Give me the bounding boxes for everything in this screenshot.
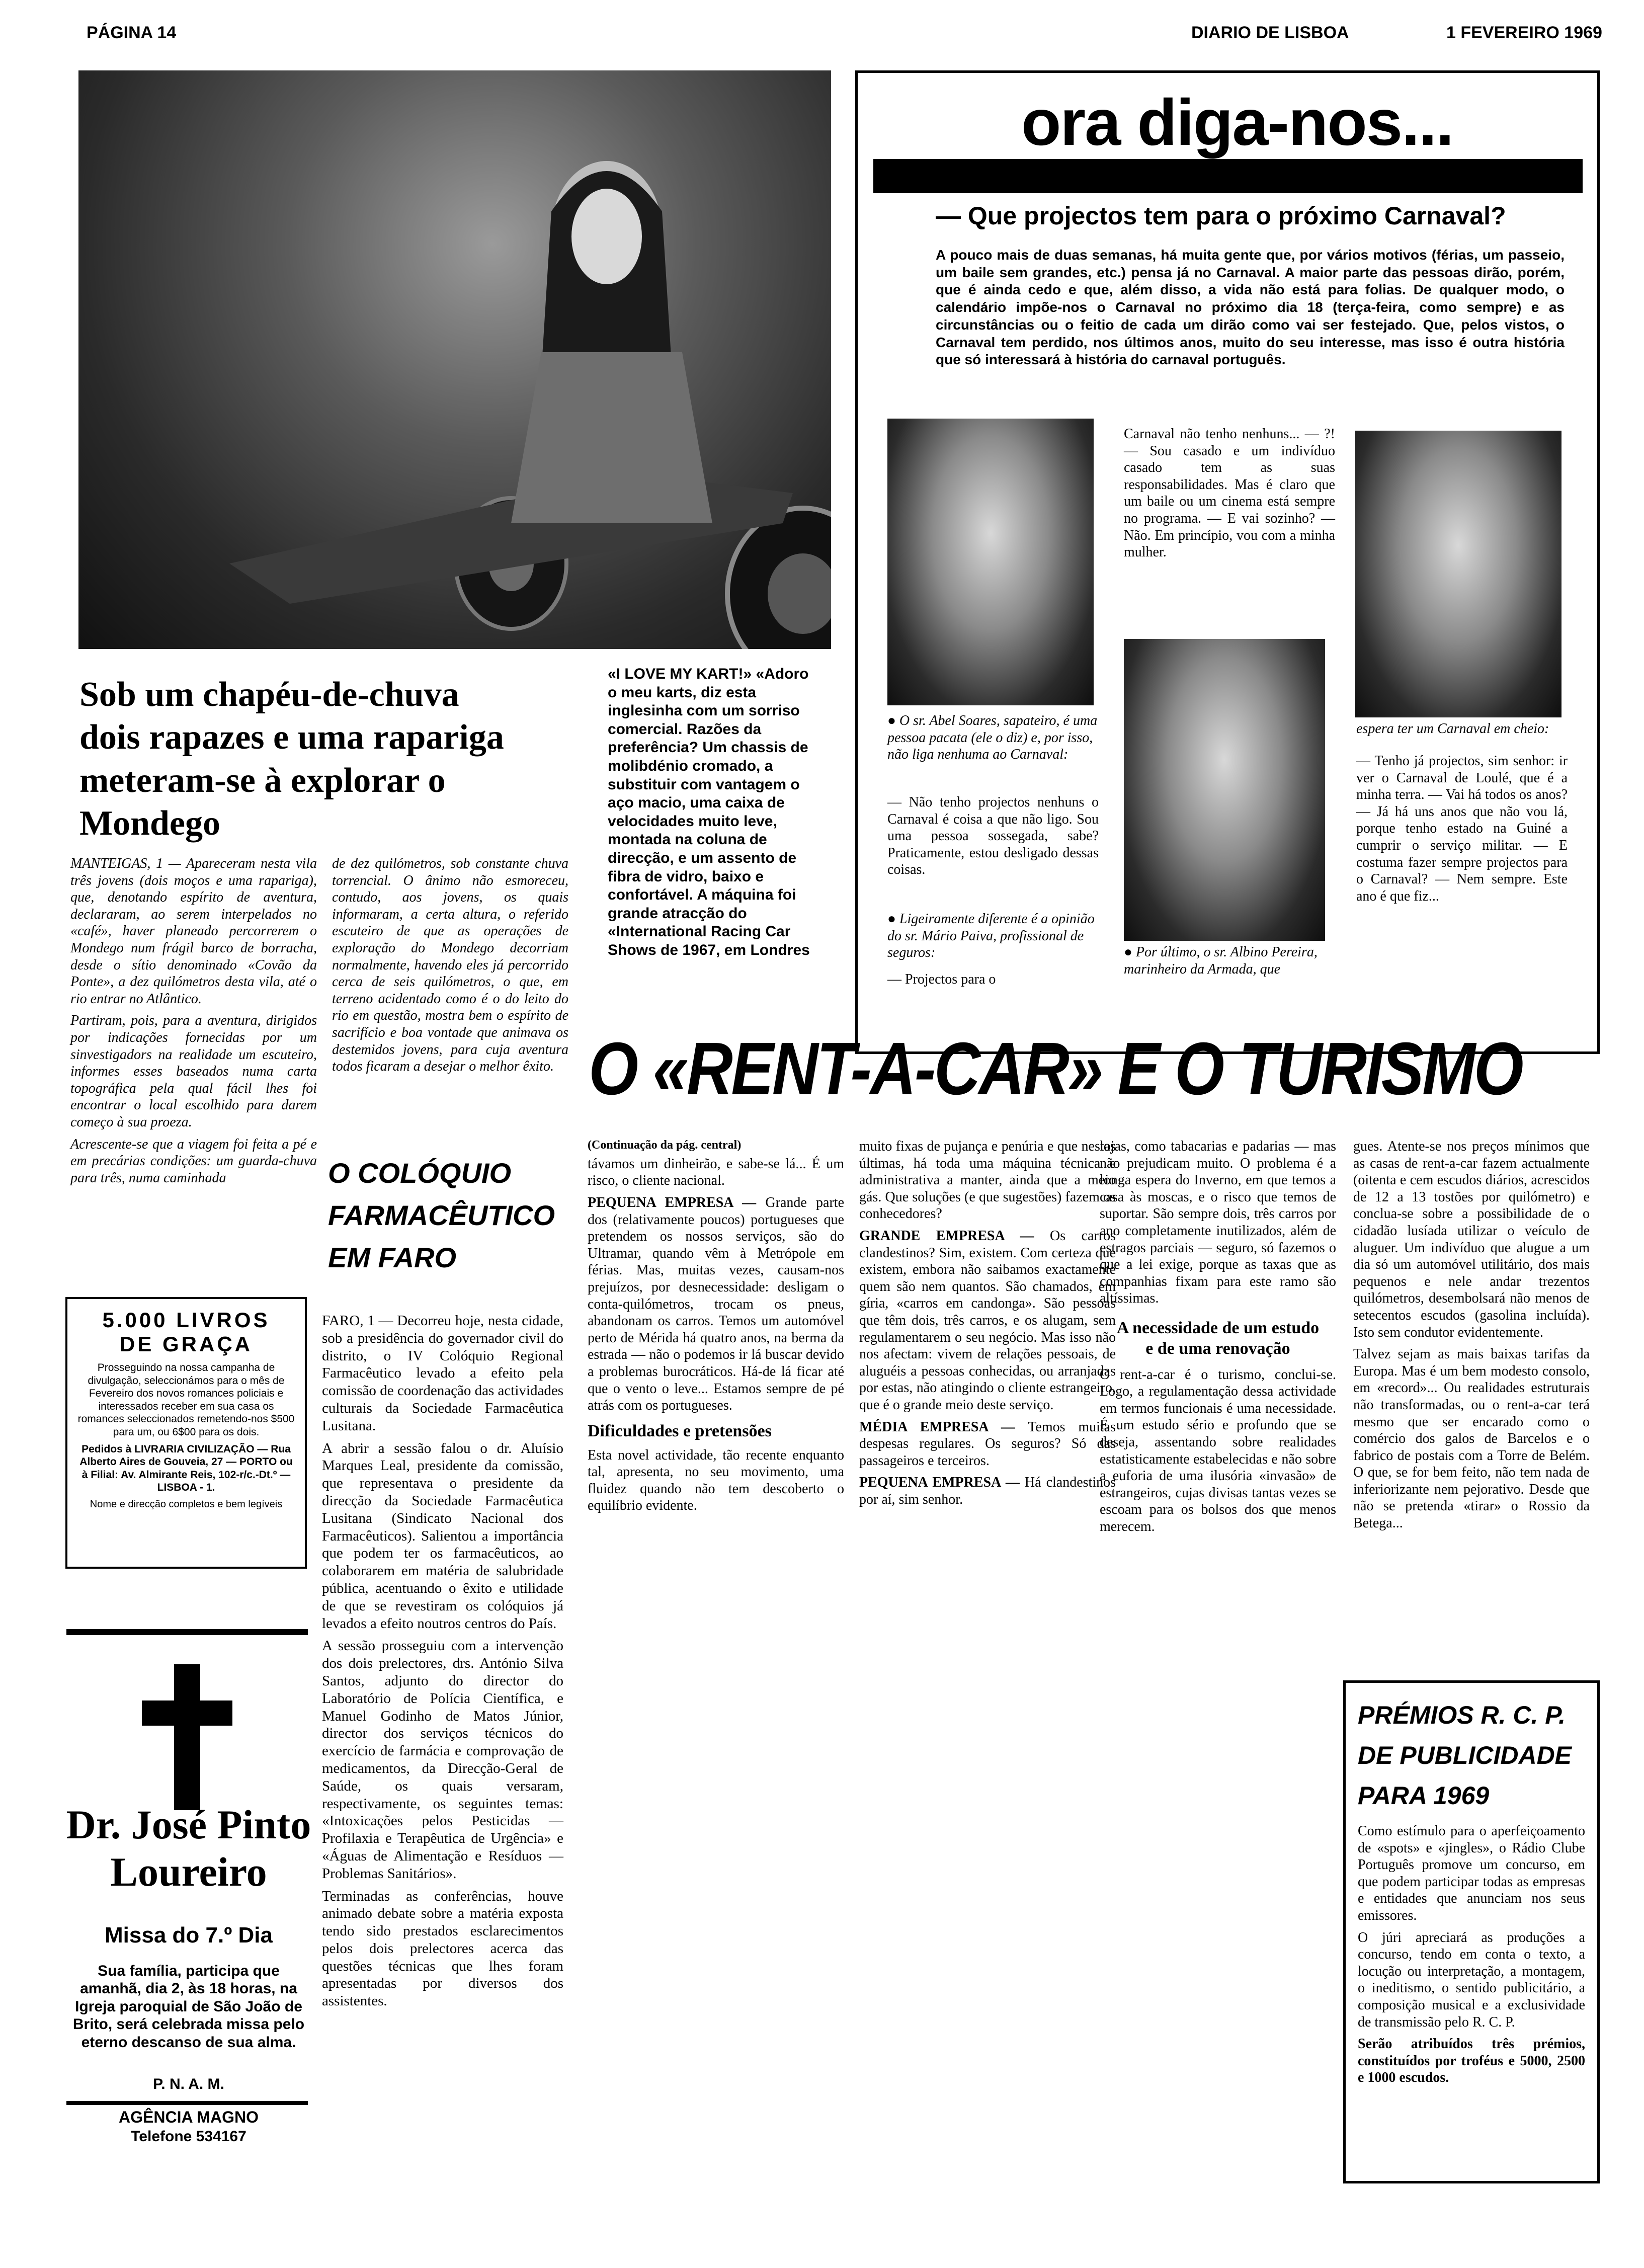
kart-headline-line-3: meteram-se à explorar o Mondego — [79, 761, 446, 843]
kart-photo-caption: «I LOVE MY KART!» «Adoro o meu karts, diz esta inglesinha com um sorriso comercial. Razões da preferência? Um chassis de molibdénio cromado, a substituir com vantagem o aço macio, uma caixa de velocidades muito leve, montada na coluna de direcção, e um assento de fibra de vidro, baixo e confortável. A máquina foi grande atracção do «International Racing Car Shows de 1967, em Londres — [608, 666, 810, 958]
kart-story-column-1 — [70, 855, 317, 1191]
obituary-initials: P. N. A. M. — [153, 2076, 224, 2092]
albino-pereira-caption-continued: espera ter um Carnaval em cheio: — [1356, 721, 1549, 737]
bullet-icon: ● — [1124, 944, 1136, 960]
kart-story-column-2 — [332, 855, 568, 1080]
ora-diga-nos-question: — Que projectos tem para o próximo Carnaval? — [936, 202, 1506, 230]
rent-a-car-section-heading: A necessidade de um estudo e de uma renovação — [1116, 1318, 1320, 1358]
rent-a-car-subhead: MÉDIA EMPRESA — — [859, 1419, 1015, 1435]
premios-headline-line-1: PRÉMIOS R. C. P. — [1358, 1701, 1566, 1729]
mario-paiva-caption-text: Ligeiramente diferente é a opinião do sr. Mário Paiva, profissional de seguros: — [887, 911, 1095, 961]
rent-a-car-paragraph: Temos muitas despesas regulares. Os seguros? Só das passageiros e terceiros. — [859, 1419, 1116, 1469]
premios-paragraph: O júri apreciará as produções a concurso, tendo em conta o texto, a locução ou interpretação, a montagem, o ineditismo, o sentido publicitário, a composição musical e a exclusividade de transmissão pelo R. C. P. — [1358, 1929, 1585, 2030]
kart-story-paragraph: Partiram, pois, para a aventura, dirigidos por indicações fornecidas por um sinvestigadors na realidade um escuteiro, informes esses baseados numa carta topográfica pela qual fácil lhes foi encontrar o local escolhido para darem começo à sua proeza. — [70, 1013, 317, 1130]
mario-paiva-caption — [887, 911, 1099, 961]
rent-a-car-paragraph: O rent-a-car é o turismo, conclui-se. Logo, a regulamentação dessa actividade em termos funcionais é uma necessidade. É um estudo sério e profundo que se deseja, assentando sobre realidades estatisticamente estabelecidas e não sobre a euforia de uma ilusória «invasão» de estrangeiros, cujas divisas tantas vezes se escoam para os bolsos dos que menos merecem. — [1100, 1366, 1336, 1534]
premios-headline-line-2: DE PUBLICIDADE — [1358, 1741, 1572, 1769]
rent-a-car-column-2 — [859, 1138, 1116, 1508]
coloquio-paragraph: A sessão prosseguiu com a intervenção dos dois prelectores, drs. António Silva Santos, adjunto do director do Laboratório de Polícia Científica, e Manuel Godinho de Matos Júnior, director dos serviços técnicos do exercício de farmácia e comprovação de medicamentos, da Direcção-Geral de Saúde, os quais versaram, respectivamente, os seguintes temas: «Intoxicações pelos Pesticidas — Profilaxia e Terapêutica de Urgência» e «Águas de Alimentação e Resíduos — Problemas Sanitários». — [322, 1638, 563, 1882]
coloquio-paragraph: Terminadas as conferências, houve animado debate sobre a matéria exposta tendo sido prestados esclarecimentos pelos dois prelectores acerca das questões técnicas que lhes foram apresentadas por diversos dos assistentes. — [322, 1888, 563, 2009]
abel-soares-answer: — Não tenho projectos nenhuns o Carnaval é coisa a que não ligo. Sou uma pessoa sossegada, sabe? Praticamente, estou desligado dessas coisas. — [887, 794, 1099, 878]
albino-pereira-caption-text: Por último, o sr. Albino Pereira, marinheiro da Armada, que — [1124, 944, 1318, 977]
obituary-top-rule — [66, 1629, 308, 1635]
books-ad-text: Prosseguindo na nossa campanha de divulgação, seleccionámos para o mês de Fevereiro dos novos romances policiais e interessados receber em sua casa os romances seleccionados remetendo-nos $500 para um, ou 6$00 para os dois. — [77, 1362, 295, 1438]
coloquio-paragraph: FARO, 1 — Decorreu hoje, nesta cidade, sob a presidência do governador civil do distrito, o IV Colóquio Regional Farmacêutico levado a efeito pela comissão de coordenação das actividades culturais da Sociedade Farmacêutica Lusitana. — [322, 1313, 563, 1434]
kart-headline-line-1: Sob um chapéu-de-chuva — [79, 675, 459, 714]
coloquio-headline-line-2: FARMACÊUTICO — [328, 1199, 555, 1231]
obituary-name-line-1: Dr. José Pinto — [66, 1802, 311, 1847]
continuation-note: (Continuação da pág. central) — [588, 1139, 742, 1152]
rent-a-car-subhead: GRANDE EMPRESA — — [859, 1228, 1034, 1244]
coloquio-headline-line-3: EM FARO — [328, 1242, 457, 1273]
issue-date: 1 FEVEREIRO 1969 — [1446, 23, 1602, 42]
books-ad-address: Pedidos à LIVRARIA CIVILIZAÇÃO — Rua Alberto Aires de Gouveia, 27 — PORTO ou à Filial: Av. Almirante Reis, 102-r/c.-Dt.º — LISBOA - 1. — [79, 1443, 293, 1494]
kart-story-paragraph: de dez quilómetros, sob constante chuva torrencial. O ânimo não esmoreceu, contudo, aos jovens, os quais informaram, a certa altura, o referido escuteiro de que as operações de exploração do Mondego decorriam normalmente, havendo eles já percorrido cerca de seis quilómetros, o que, em terreno acidentado como é o do leito do rio em questão, mostra bem o espírito de sacrifício e boa vontade que animava os destemidos jovens, para cuja aventura todos ficaram a desejar o melhor êxito. — [332, 856, 568, 1075]
albino-pereira-photo — [1355, 431, 1561, 717]
rent-a-car-paragraph: Há clandestinos por aí, sim senhor. — [859, 1475, 1116, 1507]
kart-story-paragraph: MANTEIGAS, 1 — Apareceram nesta vila três jovens (dois moços e uma rapariga), que, denotando espírito de aventura, declararam, ao serem interpelados no «café», haver planeado percorrerem o Mondego num frágil barco de borracha, desde o sítio denominado «Covão da Ponte», a dez quilómetros desta vila, até o rio entrar no Atlântico. — [70, 856, 317, 1007]
cross-icon — [142, 1664, 232, 1810]
page-number: PÁGINA 14 — [87, 23, 177, 42]
premios-paragraph: Serão atribuídos três prémios, constituídos por troféus e 5000, 2500 e 1000 escudos. — [1358, 2036, 1585, 2086]
ora-diga-nos-intro: A pouco mais de duas semanas, há muita gente que, por vários motivos (férias, um passeio, um baile sem grandes, etc.) pensa já no Carnaval. A maior parte das pessoas dirão, porém, que é ainda cedo e que, além disso, a vida não está para folias. De qualquer modo, o calendário impõe-nos o Carnaval no próximo dia 18 (terça-feira, como sempre) e as circunstâncias ou o feitio de cada um dirão como vai ser festejado. Que, pelos vistos, o Carnaval tem perdido, nos últimos anos, muito do seu interesse, mas isso é outra história que só interessará à história do carnaval português. — [936, 247, 1565, 368]
mario-paiva-photo — [1124, 639, 1325, 941]
books-ad-title: 5.000 LIVROS — [102, 1308, 270, 1332]
rent-a-car-subhead: PEQUENA EMPRESA — — [859, 1475, 1020, 1491]
premios-box — [1343, 1680, 1600, 2183]
premios-text — [1358, 1823, 1585, 2086]
kart-story-paragraph: Acrescente-se que a viagem foi feita a pé e em precárias condições: um guarda-chuva para três, numa caminhada — [70, 1136, 317, 1186]
obituary-text: Sua família, participa que amanhã, dia 2, às 18 horas, na Igreja paroquial de São João de Brito, será celebrada missa pelo eterno descanso de sua alma. — [72, 1963, 305, 2051]
obituary-name-line-2: Loureiro — [110, 1849, 267, 1895]
mario-paiva-answer: — Projectos para o — [887, 971, 996, 987]
premios-paragraph: Como estímulo para o aperfeiçoamento de «spots» e «jingles», o Rádio Clube Português promove um concurso, em que podem participar todas as empresas e entidades que anunciam nos seus emissores. — [1358, 1823, 1585, 1923]
rent-a-car-paragraph: Os carros clandestinos? Sim, existem. Com certeza que existem, embora não saibamos exactamente quem são nem quantos. São chamados, em gíria, «carros em candonga». São pessoas que têm dois, três carros, e os alugam, sem regulamentarem o seu negócio. Mas isso não nos afectam: vivem de relações pessoais, de aluguéis a pessoas conhecidas, ou arranjadas por estas, não atingindo o cliente estrangeiro, que é o grande meio deste serviço. — [859, 1228, 1116, 1413]
ora-diga-nos-bar — [873, 159, 1583, 193]
obituary-bottom-rule — [66, 2101, 308, 2105]
obituary-name — [60, 1801, 317, 1896]
books-ad-subtitle: DE GRAÇA — [119, 1332, 253, 1356]
coloquio-story — [322, 1312, 563, 2015]
kart-photo — [78, 70, 831, 649]
rent-a-car-headline: O «RENT-A-CAR» E O TURISMO — [589, 1027, 1522, 1110]
books-advertisement — [65, 1297, 307, 1569]
kart-headline-line-2: dois rapazes e uma rapariga — [79, 718, 504, 757]
interview-middle-column: Carnaval não tenho nenhuns... — ?! — Sou casado e um indivíduo casado tem as suas responsabilidades. Mas é claro que um baile ou um cinema está sempre no programa. — E vai sozinho? — Não. Em princípio, vou com a minha mulher. — [1124, 426, 1335, 560]
abel-soares-photo — [887, 419, 1094, 705]
rent-a-car-paragraph: távamos um dinheirão, e sabe-se lá... É um risco, o cliente nacional. — [588, 1156, 844, 1189]
ora-diga-nos-title: ora diga-nos... — [1021, 86, 1453, 159]
bullet-icon: ● — [887, 911, 899, 927]
albino-pereira-caption — [1124, 944, 1325, 978]
coloquio-paragraph: A abrir a sessão falou o dr. Aluísio Marques Leal, presidente da comissão, que representava o presidente da direcção da Sociedade Farmacêutica Lusitana (Sindicato Nacional dos Farmacêuticos). Salientou a importância que podem ter os farmacêuticos, ao colaborarem em matéria de salubridade pública, acentuando o êxito e utilidade de que se revestiram os colóquios já levados a efeito noutros centros do País. — [322, 1440, 563, 1632]
kart-headline — [79, 673, 583, 845]
rent-a-car-subhead: PEQUENA EMPRESA — — [588, 1194, 757, 1210]
funeral-agency-phone: Telefone 534167 — [131, 2128, 246, 2145]
premios-headline — [1358, 1695, 1585, 1816]
rent-a-car-column-3 — [1100, 1138, 1336, 1540]
rent-a-car-paragraph: Grande parte dos (relativamente poucos) portugueses que pretendem os nossos serviços, são do Ultramar, quando vêm à Metrópole em férias. Mas, muitas vezes, causam-nos prejuízos, por desnecessidade: desligam o conta-quilómetros, trocam os pneus, abandonam os carros. Temos um automóvel perto de Mérida há quatro anos, na berma da estrada — não o podemos ir lá buscar devido a problemas burocráticos. Há-de lá ficar até que o vento o leve... Estamos sempre de pé atrás com os portugueses. — [588, 1194, 844, 1414]
rent-a-car-paragraph: gues. Atente-se nos preços mínimos que as casas de rent-a-car fazem actualmente (oitenta e cem escudos diários, acrescidos de 12 a 13 tostões por quilómetro) e conclua-se sobre a possibilidade de o cidadão lusíada utilizar o veículo de aluguer. Um indivíduo que alugue a um dia só um automóvel utilitário, dos mais pequenos e nele andar trezentos quilómetros, desembolsará não menos de setecentos escudos (gasolina incluída). Isto sem condutor evidentemente. — [1353, 1139, 1590, 1340]
newspaper-name: DIARIO DE LISBOA — [1191, 23, 1349, 42]
coloquio-headline — [328, 1152, 569, 1279]
abel-soares-caption-text: O sr. Abel Soares, sapateiro, é uma pessoa pacata (ele o diz) e, por isso, não liga nenhuma ao Carnaval: — [887, 713, 1098, 763]
rent-a-car-paragraph: Esta novel actividade, tão recente enquanto tal, apresenta, no seu movimento, uma fluidez quando não tem descoberto o equilíbrio evidente. — [588, 1447, 844, 1514]
rent-a-car-column-1 — [588, 1138, 844, 1519]
albino-pereira-answer: — Tenho já projectos, sim senhor: ir ver o Carnaval de Loulé, que é a minha terra. — Vai há todos os anos? — Já há uns anos que não vou lá, porque tenho estado na Guiné a cumprir o serviço militar. — E costuma fazer sempre projectos para o Carnaval? — Nem sempre. Este ano é que fiz... — [1356, 753, 1568, 904]
funeral-agency: AGÊNCIA MAGNO — [119, 2108, 259, 2126]
rent-a-car-column-4 — [1353, 1138, 1590, 1537]
books-ad-footer: Nome e direcção completos e bem legíveis — [90, 1499, 283, 1510]
rent-a-car-paragraph: muito fixas de pujança e penúria e que nestas últimas, há toda uma máquina técnica e administrativa a manter, ainda que a meio gás. Que soluções (e que sugestões) fazem os conhecedores? — [859, 1139, 1116, 1222]
premios-headline-line-3: PARA 1969 — [1358, 1781, 1490, 1810]
rent-a-car-paragraph: lojas, como tabacarias e padarias — mas não prejudicam muito. O problema é a longa espera do Inverno, em que temos a casa às moscas, e o risco que temos de suportar. São sempre dois, três carros por ano completamente inutilizados, além de estragos parciais — seguro, só fazemos o que a lei exige, porque as taxas que as companhias fixam para este ramo são altíssimas. — [1100, 1139, 1336, 1307]
rent-a-car-section-heading: Dificuldades e pretensões — [588, 1421, 772, 1440]
obituary-mass: Missa do 7.º Dia — [105, 1923, 273, 1948]
rent-a-car-paragraph: Talvez sejam as mais baixas tarifas da Europa. Mas é um bem modesto consolo, em «record»... Ou realidades estruturais não transformadas, ou o rent-a-car terá mesmo que ser encarado como o comércio dos galos de Barcelos e o fabrico de postais com a Torre de Belém. O que, se for bem feito, não tem nada de inferiorizante nem pejorativo. Desde que não se pretenda «tirar» o Rossio da Betega... — [1353, 1346, 1590, 1531]
bullet-icon: ● — [887, 713, 899, 728]
coloquio-headline-line-1: O COLÓQUIO — [328, 1157, 511, 1189]
abel-soares-caption — [887, 712, 1099, 763]
